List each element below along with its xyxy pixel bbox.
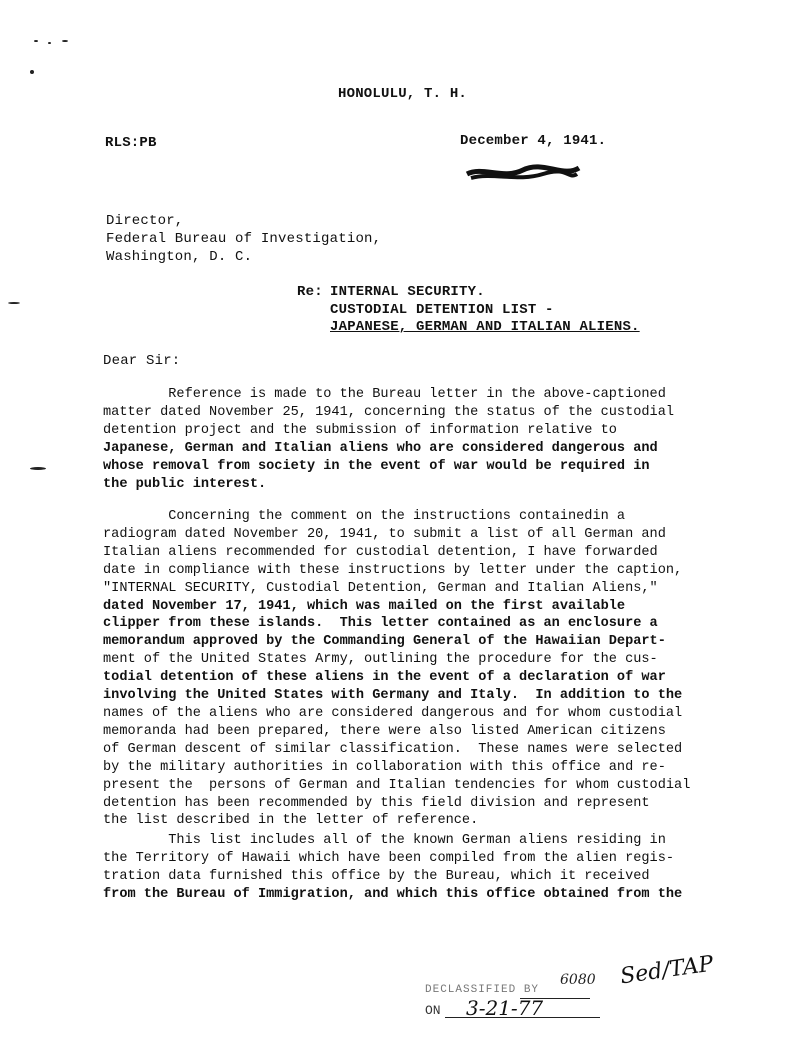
scan-speck [8, 302, 20, 304]
paragraph-line: Italian aliens recommended for custodial detention, I have forwarded [103, 544, 658, 560]
paragraph-1 [103, 386, 743, 493]
scan-speck [34, 40, 38, 42]
paragraph-line: clipper from these islands. This letter contained as an enclosure a [103, 616, 658, 632]
paragraph-line: the list described in the letter of reference. [103, 813, 479, 829]
paragraph-line: radiogram dated November 20, 1941, to submit a list of all German and [103, 526, 666, 542]
paragraph-line: dated November 17, 1941, which was mailed on the first available [103, 598, 626, 614]
declassification-initials: Sed/TAP [618, 951, 716, 990]
paragraph-line: detention project and the submission of information relative to [103, 422, 617, 438]
declassification-authority: 6080 [560, 972, 596, 988]
paragraph-2 [103, 508, 743, 830]
paragraph-line: memoranda had been prepared, there were also listed American citizens [103, 723, 666, 739]
paragraph-line: of German descent of similar classification. These names were selected [103, 741, 683, 757]
salutation: Dear Sir: [103, 353, 181, 369]
addressee-line-1: Director, [106, 213, 184, 229]
initials: RLS:PB [105, 135, 157, 151]
paragraph-line: from the Bureau of Immigration, and which this office obtained from the [103, 886, 683, 902]
paragraph-line: by the military authorities in collaboration with this office and re- [103, 759, 666, 775]
paragraph-line: Reference is made to the Bureau letter in the above-captioned [103, 387, 666, 402]
declassified-label: DECLASSIFIED BY [425, 984, 540, 996]
paragraph-3 [103, 832, 743, 904]
paragraph-line: the public interest. [103, 476, 267, 492]
redaction-scribble [463, 160, 583, 184]
scan-speck [62, 40, 68, 42]
paragraph-line: involving the United States with Germany and Italy. In addition to the [103, 688, 683, 704]
paragraph-line: present the persons of German and Italian tendencies for whom custodial [103, 777, 691, 793]
paragraph-line: the Territory of Hawaii which have been compiled from the alien regis- [103, 850, 675, 866]
paragraph-line: names of the aliens who are considered dangerous and for whom custodial [103, 705, 683, 721]
subject-line-3: JAPANESE, GERMAN AND ITALIAN ALIENS. [330, 319, 640, 335]
subject-re-label: Re: [297, 284, 323, 300]
scan-speck [30, 70, 34, 74]
paragraph-line: detention has been recommended by this field division and represent [103, 795, 650, 811]
declassification-date: 3-21-77 [466, 996, 544, 1020]
stamp-date-underline [445, 1017, 600, 1018]
paragraph-line: Japanese, German and Italian aliens who are considered dangerous and [103, 440, 658, 456]
addressee-line-2: Federal Bureau of Investigation, [106, 231, 382, 247]
paragraph-line: This list includes all of the known German aliens residing in [103, 833, 666, 848]
paragraph-line: matter dated November 25, 1941, concerning the status of the custodial [103, 404, 675, 420]
city-heading: HONOLULU, T. H. [338, 86, 468, 102]
paragraph-line: memorandum approved by the Commanding General of the Hawaiian Depart- [103, 634, 666, 650]
paragraph-line: Concerning the comment on the instructions containedin a [103, 509, 626, 524]
letter-date: December 4, 1941. [460, 133, 607, 149]
paragraph-line: todial detention of these aliens in the event of a declaration of war [103, 670, 666, 686]
paragraph-line: ment of the United States Army, outlining the procedure for the cus- [103, 652, 658, 668]
declassified-on-label: ON [425, 1003, 441, 1018]
addressee-line-3: Washington, D. C. [106, 249, 253, 265]
subject-line-1: INTERNAL SECURITY. [330, 284, 485, 300]
scan-speck [48, 42, 51, 44]
paragraph-line: tration data furnished this office by the Bureau, which it received [103, 868, 650, 884]
scan-speck [30, 467, 46, 470]
paragraph-line: "INTERNAL SECURITY, Custodial Detention, German and Italian Aliens," [103, 580, 658, 596]
paragraph-line: date in compliance with these instructions by letter under the caption, [103, 562, 683, 578]
paragraph-line: whose removal from society in the event of war would be required in [103, 458, 650, 474]
subject-line-2: CUSTODIAL DETENTION LIST - [330, 302, 554, 318]
